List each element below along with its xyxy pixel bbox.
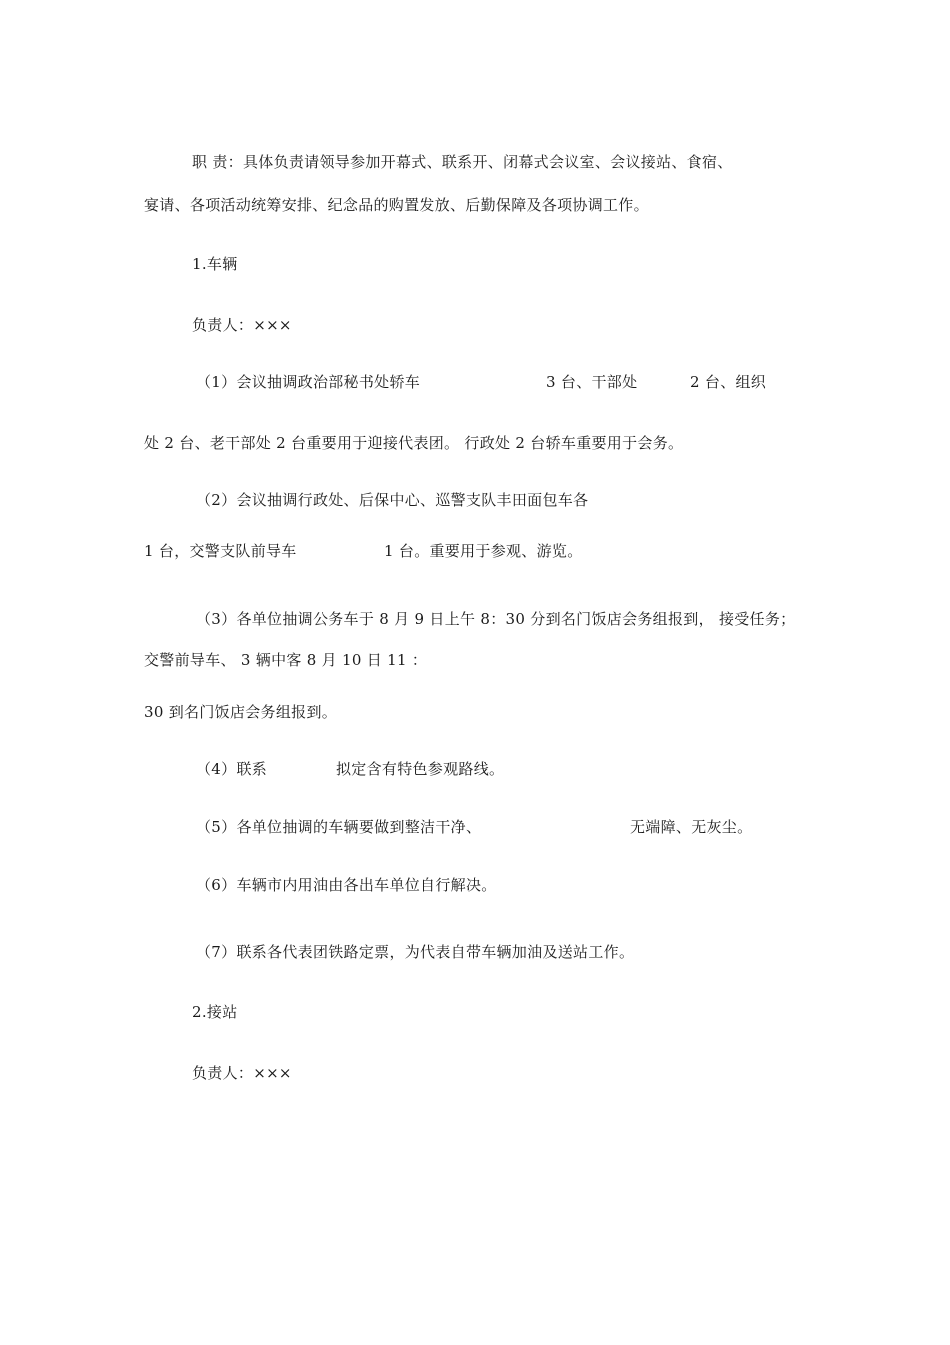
item-1-part-a: （1）会议抽调政治部秘书处轿车 xyxy=(196,373,421,391)
item-4-part-a: （4）联系 xyxy=(196,760,268,778)
item-2-line-2-b: 1 台。重要用于参观、游览。 xyxy=(384,542,583,560)
duties-line-2: 宴请、各项活动统筹安排、纪念品的购置发放、后勤保障及各项协调工作。 xyxy=(144,196,649,214)
item-2-line-1: （2）会议抽调行政处、后保中心、巡警支队丰田面包车各 xyxy=(196,491,589,509)
section-vehicles-owner: 负责人：××× xyxy=(192,316,292,334)
item-3-line-3: 30 到名门饭店会务组报到。 xyxy=(144,703,338,721)
item-1-part-b: 3 台、干部处 xyxy=(546,373,638,391)
item-3-line-1: （3）各单位抽调公务车于 8 月 9 日上午 8：30 分到名门饭店会务组报到， 接受任务； xyxy=(196,610,796,628)
item-5-part-a: （5）各单位抽调的车辆要做到整洁干净、 xyxy=(196,818,482,836)
item-1-line-2: 处 2 台、老干部处 2 台重要用于迎接代表团。 行政处 2 台轿车重要用于会务。 xyxy=(144,434,684,452)
item-7: （7）联系各代表团铁路定票，为代表自带车辆加油及送站工作。 xyxy=(196,943,635,961)
item-4-part-b: 拟定含有特色参观路线。 xyxy=(336,760,505,778)
item-1-part-c: 2 台、组织 xyxy=(690,373,767,391)
section-vehicles-title: 1.车辆 xyxy=(192,255,238,273)
duties-line-1: 职 责：具体负责请领导参加开幕式、联系开、闭幕式会议室、会议接站、食宿、 xyxy=(192,153,733,171)
item-3-line-2: 交警前导车、 3 辆中客 8 月 10 日 11 ： xyxy=(144,651,428,669)
item-2-line-2-a: 1 台，交警支队前导车 xyxy=(144,542,297,560)
section-pickup-owner: 负责人：××× xyxy=(192,1064,292,1082)
item-6: （6）车辆市内用油由各出车单位自行解决。 xyxy=(196,876,497,894)
section-pickup-title: 2.接站 xyxy=(192,1003,238,1021)
item-5-part-b: 无端障、无灰尘。 xyxy=(630,818,753,836)
